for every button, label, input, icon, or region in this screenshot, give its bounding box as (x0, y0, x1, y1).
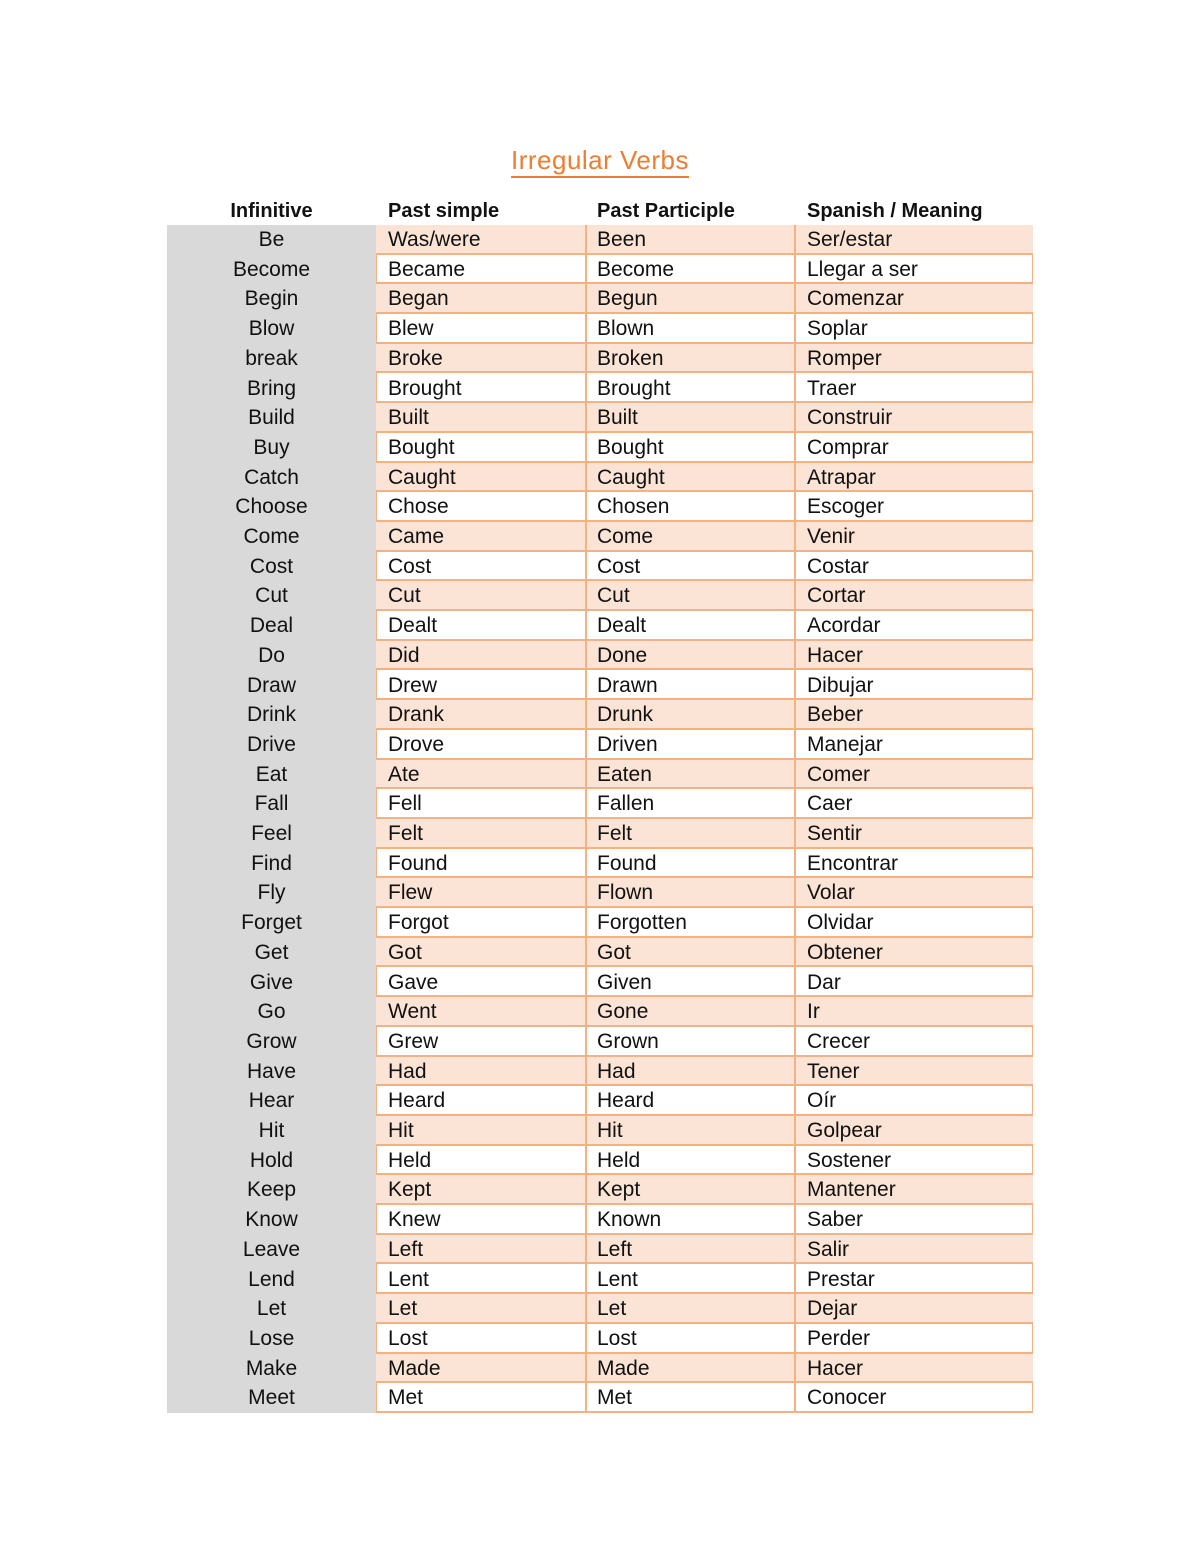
row-band (376, 284, 1033, 314)
meaning-cell: Cortar (807, 584, 866, 608)
row-band (376, 1354, 1033, 1384)
past-participle-cell: Done (597, 643, 648, 667)
meaning-cell: Olvidar (807, 911, 874, 935)
meaning-cell: Ser/estar (807, 228, 893, 251)
column-divider (585, 225, 587, 1413)
past-simple-cell: Cut (388, 584, 421, 608)
past-simple-cell: Lost (388, 1326, 428, 1350)
past-participle-cell: Drawn (597, 673, 658, 697)
table-row (167, 641, 1033, 671)
table-row (167, 760, 1033, 790)
infinitive-cell: Meet (248, 1386, 295, 1410)
row-band (376, 1175, 1033, 1205)
row-band (376, 997, 1033, 1027)
infinitive-cell: Know (245, 1208, 298, 1232)
meaning-cell: Traer (807, 376, 857, 400)
row-band (376, 314, 1033, 344)
infinitive-cell: Forget (241, 911, 302, 935)
table-row (167, 1086, 1033, 1116)
past-simple-cell: Let (388, 1297, 418, 1321)
past-simple-cell: Forgot (388, 911, 449, 935)
past-simple-cell: Had (388, 1059, 427, 1083)
past-simple-cell: Met (388, 1386, 424, 1410)
row-band (376, 730, 1033, 760)
table-row (167, 433, 1033, 463)
table-row (167, 789, 1033, 819)
table-row (167, 700, 1033, 730)
meaning-cell: Prestar (807, 1267, 875, 1291)
past-participle-cell: Built (597, 406, 638, 430)
row-band (376, 1383, 1033, 1413)
row-band (376, 611, 1033, 641)
table-row (167, 849, 1033, 879)
infinitive-cell: Let (256, 1297, 287, 1321)
meaning-cell: Comprar (807, 435, 889, 459)
meaning-cell: Llegar a ser (807, 257, 918, 281)
infinitive-cell: Buy (253, 435, 290, 459)
table-row (167, 1354, 1033, 1384)
infinitive-cell: Hold (249, 1148, 294, 1172)
row-band (376, 463, 1033, 493)
infinitive-cell: Lend (248, 1267, 295, 1291)
past-simple-cell: Made (388, 1356, 441, 1380)
table-row (167, 819, 1033, 849)
past-participle-cell: Known (597, 1208, 662, 1232)
page-title (0, 140, 1200, 180)
past-participle-cell: Driven (597, 732, 658, 756)
infinitive-cell: Have (246, 1059, 297, 1083)
meaning-cell: Construir (807, 406, 893, 430)
past-simple-cell: Did (388, 643, 420, 667)
meaning-cell: Hacer (807, 1356, 864, 1380)
past-participle-cell: Held (597, 1148, 641, 1172)
infinitive-cell: Fly (257, 881, 286, 905)
infinitive-cell: Hear (248, 1089, 295, 1113)
past-simple-cell: Became (388, 257, 466, 281)
past-simple-cell: Dealt (388, 614, 438, 638)
row-band (376, 522, 1033, 552)
infinitive-cell: Feel (251, 822, 292, 845)
infinitive-cell: Come (243, 525, 300, 548)
table-row (167, 255, 1033, 285)
row-band (376, 1324, 1033, 1354)
table-row (167, 492, 1033, 522)
past-participle-cell: Left (597, 1237, 633, 1261)
row-band (376, 938, 1033, 968)
past-simple-cell: Grew (388, 1029, 439, 1053)
table-row (167, 403, 1033, 433)
table-row (167, 284, 1033, 314)
meaning-cell: Acordar (807, 614, 881, 638)
past-simple-cell: Chose (388, 495, 449, 519)
meaning-cell: Manejar (807, 732, 883, 756)
past-participle-cell: Heard (597, 1089, 655, 1113)
meaning-cell: Venir (807, 525, 855, 548)
header-spanish-meaning: Spanish / Meaning (807, 200, 983, 222)
meaning-cell: Obtener (807, 940, 883, 964)
past-simple-cell: Left (388, 1237, 424, 1261)
table-header (167, 197, 1033, 225)
meaning-cell: Soplar (807, 317, 868, 341)
meaning-cell: Perder (807, 1326, 871, 1350)
row-band (376, 255, 1033, 285)
infinitive-cell: Give (249, 970, 294, 994)
infinitive-cell: Keep (246, 1178, 297, 1202)
meaning-cell: Encontrar (807, 851, 899, 875)
meaning-cell: Comer (807, 762, 871, 786)
past-participle-cell: Dealt (597, 614, 647, 638)
past-participle-cell: Broken (597, 346, 664, 370)
past-participle-cell: Come (597, 525, 654, 548)
past-participle-cell: Given (597, 970, 652, 994)
table-row (167, 314, 1033, 344)
infinitive-cell: Eat (255, 762, 288, 786)
table-row (167, 1383, 1033, 1413)
column-divider (794, 225, 796, 1413)
row-band (376, 908, 1033, 938)
past-participle-cell: Gone (597, 1000, 649, 1024)
row-band (376, 344, 1033, 374)
past-simple-cell: Broke (388, 346, 443, 370)
row-band (376, 374, 1033, 404)
meaning-cell: Comenzar (807, 287, 904, 311)
past-participle-cell: Fallen (597, 792, 655, 816)
table-row (167, 1265, 1033, 1295)
past-simple-cell: Came (388, 525, 445, 548)
past-participle-cell: Met (597, 1386, 633, 1410)
infinitive-cell: Fall (254, 792, 289, 816)
infinitive-cell: Build (248, 406, 295, 430)
meaning-cell: Caer (807, 792, 853, 816)
past-simple-cell: Knew (388, 1208, 441, 1232)
infinitive-cell: Deal (249, 614, 294, 638)
infinitive-cell: Drink (246, 703, 296, 727)
meaning-cell: Romper (807, 346, 882, 370)
table-row (167, 552, 1033, 582)
past-simple-cell: Held (388, 1148, 432, 1172)
row-band (376, 789, 1033, 819)
past-simple-cell: Flew (388, 881, 433, 905)
table-row (167, 968, 1033, 998)
past-participle-cell: Kept (597, 1178, 641, 1202)
meaning-cell: Sentir (807, 822, 862, 845)
past-participle-cell: Bought (597, 435, 664, 459)
row-band (376, 760, 1033, 790)
infinitive-cell: Cost (249, 554, 294, 578)
table-row (167, 908, 1033, 938)
past-simple-cell: Got (388, 940, 422, 964)
row-band (376, 581, 1033, 611)
past-participle-cell: Lost (597, 1326, 637, 1350)
past-participle-cell: Blown (597, 317, 655, 341)
past-simple-cell: Drank (388, 703, 445, 727)
table-row (167, 730, 1033, 760)
past-simple-cell: Lent (388, 1267, 429, 1291)
past-simple-cell: Drove (388, 732, 445, 756)
infinitive-cell: Go (257, 1000, 286, 1024)
meaning-cell: Ir (807, 1000, 820, 1024)
table-row (167, 671, 1033, 701)
past-participle-cell: Drunk (597, 703, 654, 727)
infinitive-cell: Leave (242, 1237, 301, 1261)
row-band (376, 552, 1033, 582)
meaning-cell: Tener (807, 1059, 860, 1083)
table-row (167, 1116, 1033, 1146)
row-band (376, 1057, 1033, 1087)
row-band (376, 492, 1033, 522)
past-simple-cell: Cost (388, 554, 432, 578)
row-band (376, 700, 1033, 730)
infinitive-cell: Become (232, 257, 311, 281)
past-participle-cell: Caught (597, 465, 665, 489)
row-band (376, 849, 1033, 879)
past-participle-cell: Lent (597, 1267, 638, 1291)
past-simple-cell: Fell (388, 792, 422, 816)
past-simple-cell: Built (388, 406, 429, 430)
meaning-cell: Costar (807, 554, 869, 578)
table-row (167, 997, 1033, 1027)
meaning-cell: Oír (807, 1089, 837, 1113)
infinitive-cell: Blow (248, 317, 295, 341)
row-band (376, 641, 1033, 671)
past-simple-cell: Ate (388, 762, 420, 786)
past-participle-cell: Cost (597, 554, 641, 578)
row-band (376, 968, 1033, 998)
past-simple-cell: Found (388, 851, 448, 875)
row-band (376, 1235, 1033, 1265)
meaning-cell: Atrapar (807, 465, 876, 489)
infinitive-cell: Get (254, 940, 289, 964)
row-band (376, 1027, 1033, 1057)
meaning-cell: Sostener (807, 1148, 892, 1172)
meaning-cell: Escoger (807, 495, 885, 519)
past-simple-cell: Was/were (388, 228, 481, 251)
meaning-cell: Beber (807, 703, 864, 727)
header-past-participle: Past Participle (597, 200, 735, 222)
past-participle-cell: Grown (597, 1029, 659, 1053)
table-row (167, 374, 1033, 404)
infinitive-cell: Lose (248, 1326, 295, 1350)
infinitive-cell: Make (245, 1356, 298, 1380)
row-band (376, 1086, 1033, 1116)
row-band (376, 1116, 1033, 1146)
meaning-cell: Mantener (807, 1178, 896, 1202)
past-participle-cell: Chosen (597, 495, 670, 519)
infinitive-cell: Be (258, 228, 285, 251)
table-row (167, 938, 1033, 968)
infinitive-cell: Do (258, 643, 285, 667)
past-simple-cell: Went (388, 1000, 437, 1024)
infinitive-cell: Hit (258, 1119, 285, 1142)
past-participle-cell: Forgotten (597, 911, 687, 935)
row-band (376, 1146, 1033, 1176)
past-participle-cell: Begun (597, 287, 658, 311)
infinitive-cell: Drive (246, 732, 296, 756)
meaning-cell: Volar (807, 881, 855, 905)
table-row (167, 1146, 1033, 1176)
row-band (376, 1205, 1033, 1235)
infinitive-cell: break (245, 346, 298, 370)
infinitive-cell: Choose (235, 495, 308, 519)
table-row (167, 1027, 1033, 1057)
table-row (167, 225, 1033, 255)
past-participle-cell: Had (597, 1059, 636, 1083)
meaning-cell: Crecer (807, 1029, 871, 1053)
meaning-cell: Saber (807, 1208, 864, 1232)
past-participle-cell: Flown (597, 881, 654, 905)
past-simple-cell: Blew (388, 317, 434, 341)
meaning-cell: Dibujar (807, 673, 874, 697)
row-band (376, 819, 1033, 849)
table-row (167, 522, 1033, 552)
infinitive-cell: Cut (255, 584, 288, 608)
meaning-cell: Dejar (807, 1297, 858, 1321)
table-row (167, 1294, 1033, 1324)
infinitive-cell: Draw (246, 673, 296, 697)
past-participle-cell: Eaten (597, 762, 652, 786)
past-simple-cell: Drew (388, 673, 438, 697)
infinitive-cell: Grow (246, 1029, 297, 1053)
row-band (376, 403, 1033, 433)
page-title-text: Irregular Verbs (511, 145, 689, 178)
past-participle-cell: Become (597, 257, 675, 281)
row-band (376, 1294, 1033, 1324)
header-past-simple: Past simple (388, 200, 500, 222)
past-simple-cell: Began (388, 287, 449, 311)
table-row (167, 463, 1033, 493)
past-participle-cell: Felt (597, 822, 633, 845)
past-simple-cell: Hit (388, 1119, 414, 1142)
past-simple-cell: Gave (388, 970, 439, 994)
table-row (167, 1175, 1033, 1205)
past-simple-cell: Felt (388, 822, 424, 845)
table-row (167, 581, 1033, 611)
infinitive-cell: Bring (246, 376, 297, 400)
infinitive-cell: Begin (244, 287, 299, 311)
past-participle-cell: Got (597, 940, 631, 964)
table-row (167, 1057, 1033, 1087)
table-row (167, 344, 1033, 374)
past-participle-cell: Hit (597, 1119, 623, 1142)
row-band (376, 671, 1033, 701)
past-participle-cell: Cut (597, 584, 630, 608)
past-participle-cell: Made (597, 1356, 650, 1380)
row-band (376, 878, 1033, 908)
table-row (167, 1324, 1033, 1354)
header-infinitive: Infinitive (230, 200, 313, 222)
infinitive-cell: Catch (244, 465, 299, 489)
past-simple-cell: Bought (388, 435, 455, 459)
table-row (167, 611, 1033, 641)
meaning-cell: Conocer (807, 1386, 887, 1410)
past-simple-cell: Heard (388, 1089, 446, 1113)
meaning-cell: Dar (807, 970, 841, 994)
past-participle-cell: Let (597, 1297, 627, 1321)
past-participle-cell: Brought (597, 376, 671, 400)
table-row (167, 878, 1033, 908)
meaning-cell: Salir (807, 1237, 850, 1261)
meaning-cell: Hacer (807, 643, 864, 667)
past-participle-cell: Found (597, 851, 657, 875)
past-simple-cell: Kept (388, 1178, 432, 1202)
row-band (376, 433, 1033, 463)
infinitive-cell: Find (251, 851, 292, 875)
past-simple-cell: Caught (388, 465, 456, 489)
row-band (376, 1265, 1033, 1295)
past-participle-cell: Been (597, 228, 647, 251)
table-row (167, 1205, 1033, 1235)
table-row (167, 1235, 1033, 1265)
meaning-cell: Golpear (807, 1119, 882, 1142)
past-simple-cell: Brought (388, 376, 462, 400)
